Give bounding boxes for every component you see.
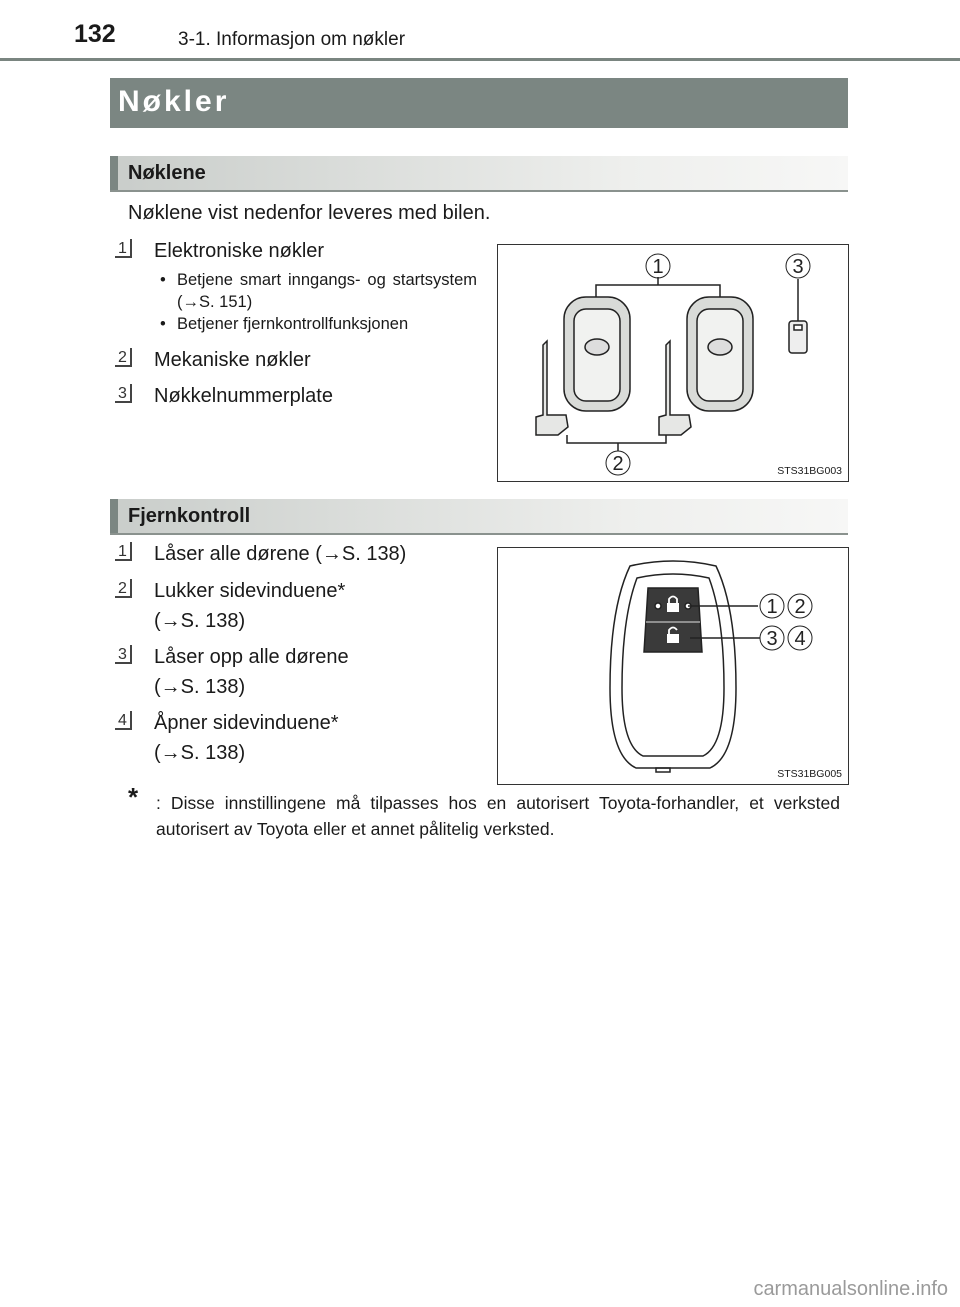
figure-code: STS31BG003 [777, 465, 842, 477]
callout-2: 2 [794, 596, 806, 618]
item-label: Nøkkelnummerplate [154, 385, 333, 407]
section-heading-bar [110, 499, 848, 535]
item-label: Åpner sidevinduene* [154, 712, 339, 734]
item-number: 3 [115, 384, 132, 403]
heading-marker [110, 499, 118, 533]
footnote [128, 782, 840, 842]
bullet-list [160, 269, 477, 335]
item-number: 4 [115, 711, 132, 730]
remote-figure [497, 547, 849, 785]
heading-marker [110, 156, 118, 190]
callout-2: 2 [612, 453, 624, 475]
intro-text: Nøklene vist nedenfor leveres med bilen. [128, 202, 491, 224]
item-label: Låser alle dørene (→S. 138) [154, 543, 407, 565]
item-label: Lukker sidevinduene* [154, 580, 346, 602]
footnote-asterisk: * [128, 782, 139, 812]
keys-illustration [498, 245, 848, 481]
callout-3: 3 [766, 628, 778, 650]
item-ref: (→S. 138) [154, 742, 246, 764]
callout-1: 1 [652, 256, 664, 278]
watermark: carmanualsonline.info [753, 1278, 948, 1300]
title-bar [110, 78, 848, 128]
running-header: 3-1. Informasjon om nøkler [178, 29, 406, 50]
item-number: 2 [115, 348, 132, 367]
section-heading: Fjernkontroll [128, 505, 251, 527]
item-label: Mekaniske nøkler [154, 349, 311, 371]
item-ref: (→S. 138) [154, 610, 246, 632]
bullet-item: • Betjene smart inngangs- og startsystem (→S. 151) [160, 269, 477, 313]
page-number: 132 [74, 20, 116, 48]
item-label: Låser opp alle dørene [154, 646, 349, 668]
item-ref: (→S. 138) [154, 676, 246, 698]
section-heading-bar [110, 156, 848, 192]
footnote-text: : Disse innstillingene må tilpasses hos en autorisert Toyota-forhandler, et verksted autorisert av Toyota eller et annet pålitelig verksted. [156, 793, 840, 839]
header-rule [0, 58, 960, 61]
item-label: Elektroniske nøkler [154, 240, 325, 262]
remote-illustration [498, 548, 848, 784]
item-number: 3 [115, 645, 132, 664]
page-title: Nøkler [118, 85, 230, 118]
callout-3: 3 [792, 256, 804, 278]
callout-1: 1 [766, 596, 778, 618]
keys-figure [497, 244, 849, 482]
section-heading: Nøklene [128, 162, 206, 184]
item-number: 1 [115, 239, 132, 258]
callout-4: 4 [794, 628, 806, 650]
figure-code: STS31BG005 [777, 768, 842, 780]
item-number: 2 [115, 579, 132, 598]
item-number: 1 [115, 542, 132, 561]
bullet-item: • Betjener fjernkontrollfunksjonen [160, 313, 477, 335]
